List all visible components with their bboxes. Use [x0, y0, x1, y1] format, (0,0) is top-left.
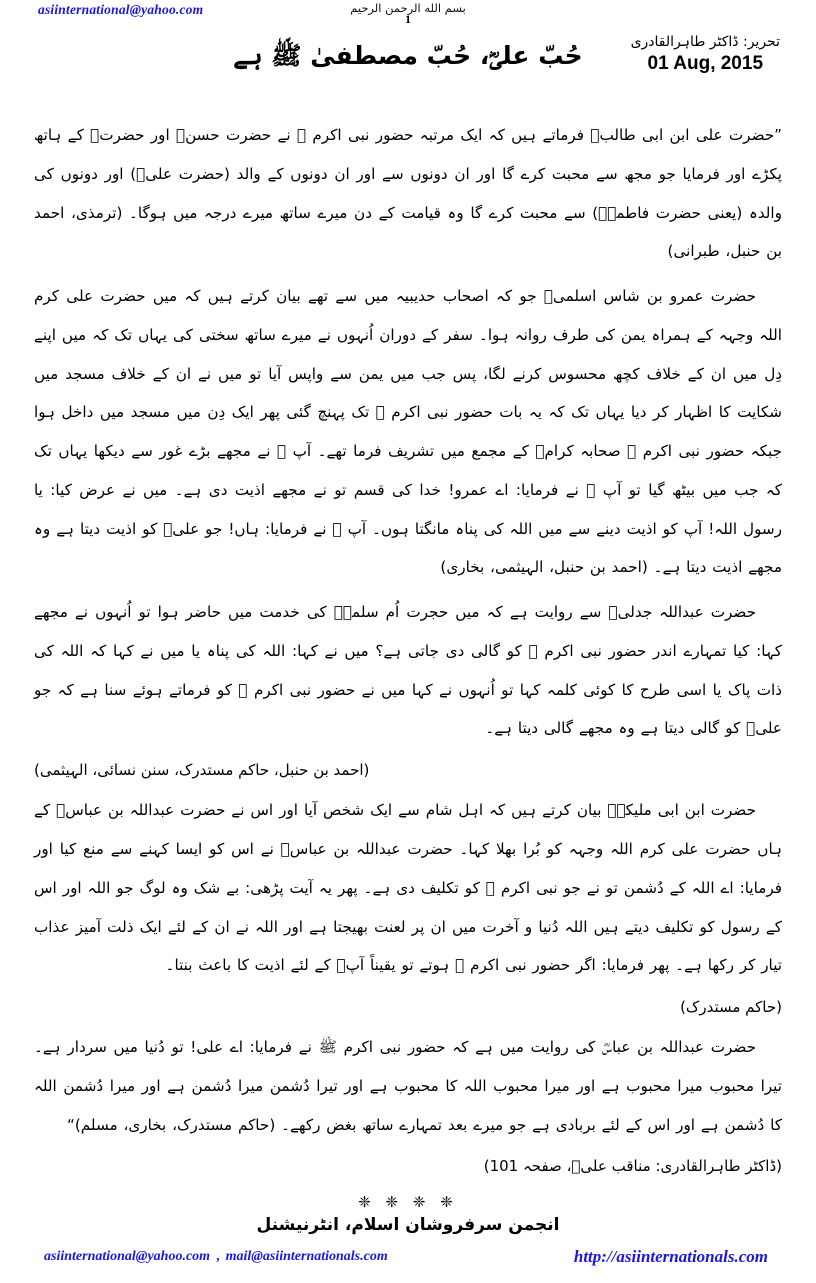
publication-date: 01 Aug, 2015 [647, 52, 764, 74]
paragraph-hadith-5: حضرت عبداللہ بن عباسؓ کی روایت میں ہے کہ حضور نبی اکرم ﷺ نے فرمایا: اے علی! تو دُنیا میں سردار ہے۔ تیرا محبوب میرا محبوب ہے اور میرا محبوب اللہ کا محبوب ہے اور تیرا دُشمن میرا دُشمن ہے اور میرا دُشمن اللہ کا دُشمن ہے اور اس کے لئے بربادی ہے جو میرے بعد تمہارے ساتھ بغض رکھے۔ (حاکم مستدرک، بخاری، مسلم)“ [34, 1038, 782, 1134]
footer-email-separator: , [216, 1249, 220, 1265]
paragraph-hadith-1: ”حضرت علی ابن ابی طالبؓ فرماتے ہیں کہ ایک مرتبہ حضور نبی اکرم ﷺ نے حضرت حسنؓ اور حضرتؓ کے ہاتھ پکڑے اور فرمایا جو مجھ سے محبت کرے گا اور ان دونوں سے اور ان دونوں کے والد (حضرت علیؓ) اور دونوں کی والدہ (یعنی حضرت فاطمہؓ) سے محبت کرے گا وہ قیامت کے دن میرے ساتھ میرے درجہ میں ہوگا۔ (ترمذی، احمد بن حنبل، طبرانی) [34, 126, 782, 261]
document-header [0, 0, 816, 100]
book-reference-row [34, 1150, 782, 1183]
page-title: حُبّ علیؓ، حُبّ مصطفیٰ ﷺ ہے [233, 41, 583, 70]
footer-email-2[interactable]: mail@asiinternationals.com [225, 1249, 388, 1265]
citation-sources-2: (حاکم مستدرک) [680, 998, 782, 1017]
ornament-divider-icon: ❈ ❈ ❈ ❈ [358, 1193, 458, 1212]
footer-emails [44, 1249, 388, 1265]
bismillah-text: بسم الله الرحمن الرحيم [350, 1, 466, 15]
document-footer [0, 1193, 816, 1283]
page-number: 1 [405, 12, 411, 26]
author-name: تحریر: ڈاکٹر طاہرالقادری [630, 34, 780, 50]
paragraph-hadith-3: حضرت عبداللہ جدلیؓ سے روایت ہے کہ میں حجرت اُم سلمہؓ کی خدمت میں حاضر ہوا تو اُنہوں نے مجھے کہا: کیا تمہارے اندر حضور نبی اکرم ﷺ کو گالی دی جاتی ہے؟ میں نے کہا: اللہ کی پناہ یا میں نے کہا کہ اللہ کی ذات پاک یا اسی طرح کا کوئی کلمہ کہا تو اُنہوں نے کہا میں نے حضور نبی اکرم ﷺ کو فرماتے ہوئے سنا ہے کہ جو علیؓ کو گالی دیتا ہے وہ مجھے گالی دیتا ہے۔ [34, 603, 782, 738]
footer-website-link[interactable]: http://asiinternationals.com [573, 1247, 768, 1267]
organization-name: انجمن سرفروشان اسلام، انٹرنیشنل [256, 1215, 560, 1236]
header-email-link[interactable]: asiinternational@yahoo.com [38, 2, 204, 17]
document-body [0, 116, 816, 1183]
paragraph-hadith-2: حضرت عمرو بن شاس اسلمیؓ جو کہ اصحاب حدیبیہ میں سے تھے بیان کرتے ہیں کہ میں حضرت علی کرم اللہ وجہہ کے ہمراہ یمن کی طرف روانہ ہوا۔ سفر کے دوران اُنہوں نے میرے ساتھ سختی کی یہاں تک کہ میں اپنے دِل میں ان کے خلاف کچھ محسوس کرنے لگا، پس جب میں یمن سے واپس آیا تو میں نے ان کے خلاف مسجد میں شکایت کا اظہار کر دیا یہاں تک کہ یہ بات حضور نبی اکرم ﷺ تک پہنچ گئی پھر ایک دِن میں مسجد میں داخل ہوا جبکہ حضور نبی اکرم ﷺ صحابہ کرامؓ کے مجمع میں تشریف فرما تھے۔ آپ ﷺ نے مجھے بڑے غور سے دیکھا یہاں تک کہ جب میں بیٹھ گیا تو آپ ﷺ نے فرمایا: اے عمرو! خدا کی قسم تو نے مجھے اذیت دی ہے۔ میں نے عرض کیا: یا رسول اللہ! آپ کو اذیت دینے سے میں اللہ کی پناہ مانگتا ہوں۔ آپ ﷺ نے فرمایا: ہاں! جو علیؓ کو اذیت دیتا ہے وہ مجھے اذیت دیتا ہے۔ (احمد بن حنبل، الہیثمی، بخاری) [34, 287, 782, 577]
citation-row-2 [34, 991, 782, 1024]
footer-contact-row [0, 1249, 816, 1283]
citation-sources-1: (احمد بن حنبل، حاکم مستدرک، سنن نسائی، الہیثمی) [34, 761, 370, 780]
book-reference: (ڈاکٹر طاہرالقادری: مناقب علیؓ، صفحہ 101) [483, 1157, 782, 1176]
paragraph-hadith-4: حضرت ابن ابی ملیکہؒ بیان کرتے ہیں کہ اہل شام سے ایک شخص آیا اور اس نے حضرت عبداللہ بن عباسؓ کے ہاں حضرت علی کرم اللہ وجہہ کو بُرا بھلا کہا۔ حضرت عبداللہ بن عباسؓ نے اس کو ایسا کہنے سے منع کیا اور فرمایا: اے اللہ کے دُشمن تو نے جو نبی اکرم ﷺ کو تکلیف دی ہے۔ پھر یہ آیت پڑھی: بے شک وہ لوگ جو اللہ اور اس کے رسول کو تکلیف دیتے ہیں اللہ دُنیا و آخرت میں ان پر لعنت بھیجتا ہے اور اللہ نے ان کے لئے ایک ذلت آمیز عذاب تیار کر رکھا ہے۔ پھر فرمایا: اگر حضور نبی اکرم ﷺ ہوتے تو یقیناً آپؐ کے لئے اذیت کا باعث بنتا۔ [34, 801, 782, 975]
footer-email-1[interactable]: asiinternational@yahoo.com [44, 1249, 211, 1265]
